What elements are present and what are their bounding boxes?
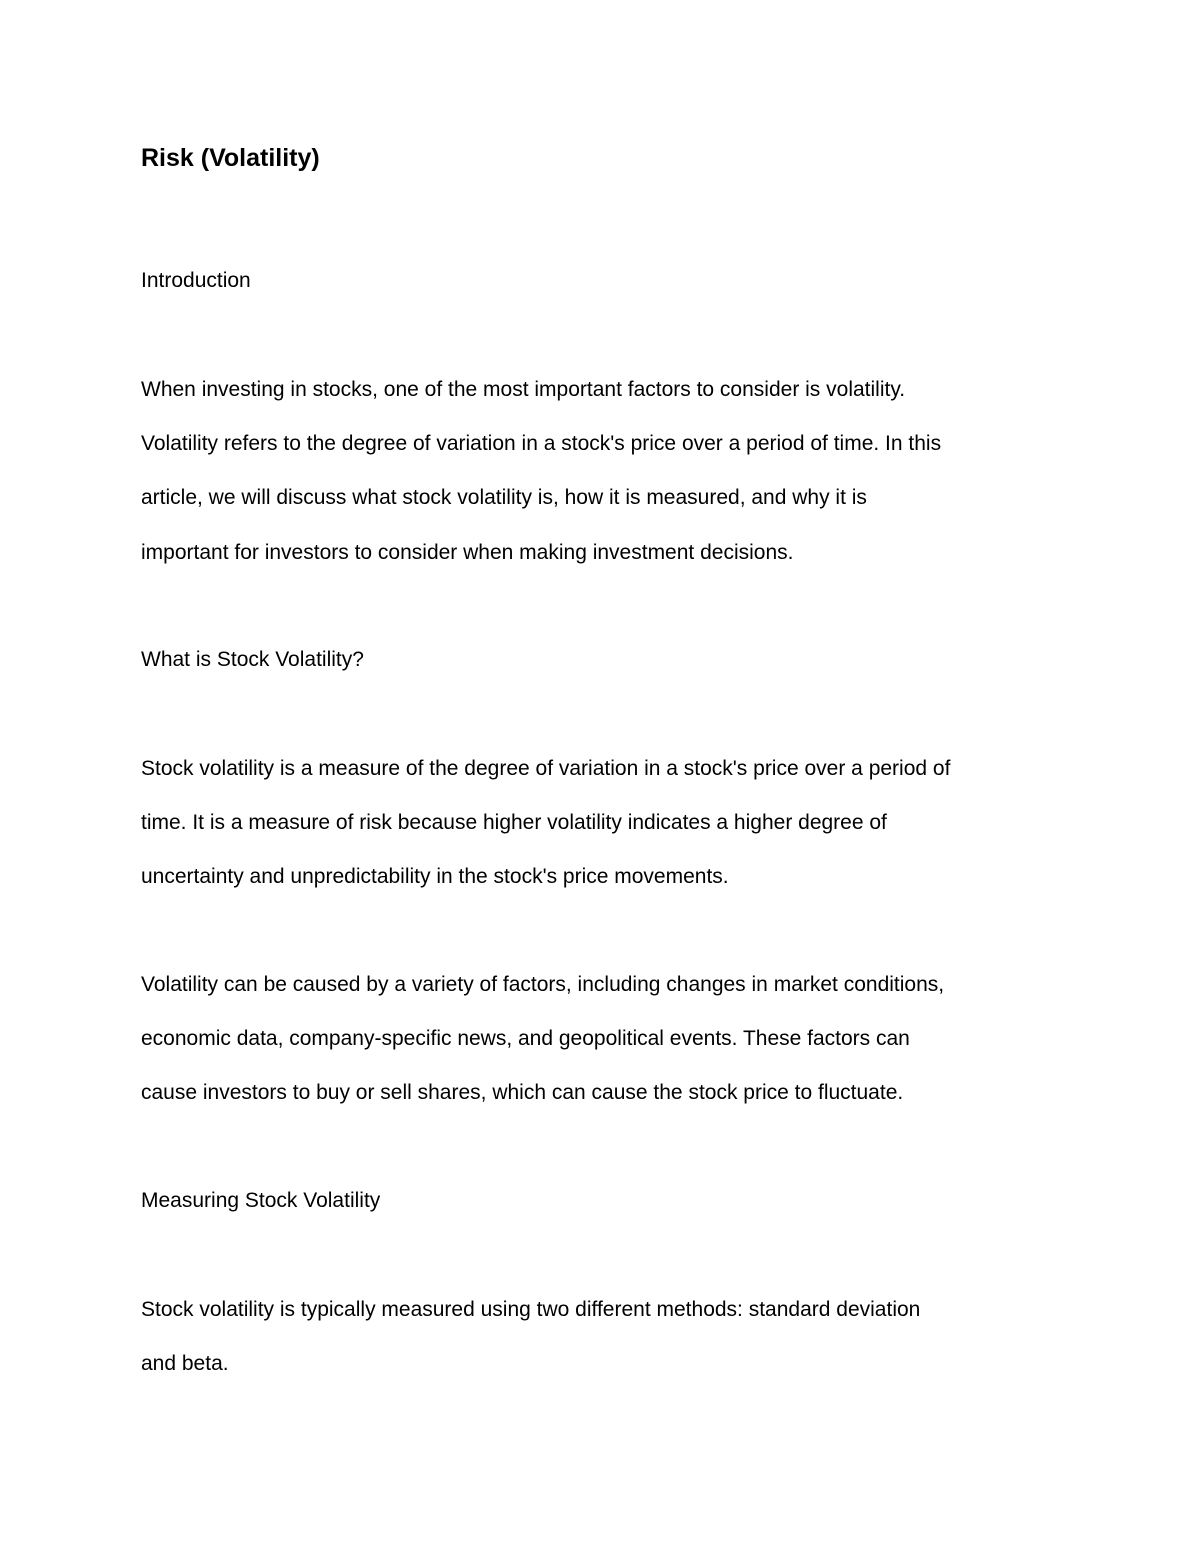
- section-heading-introduction: Introduction: [141, 269, 251, 292]
- paragraph-definition: [141, 742, 950, 905]
- paragraph-causes: [141, 958, 944, 1121]
- paragraph-line: cause investors to buy or sell shares, which can cause the stock price to fluctuate.: [141, 1081, 904, 1105]
- paragraph-line: time. It is a measure of risk because higher volatility indicates a higher degree of: [141, 811, 887, 835]
- document-title: Risk (Volatility): [141, 144, 320, 172]
- paragraph-line: uncertainty and unpredictability in the stock's price movements.: [141, 865, 729, 889]
- paragraph-measuring: [141, 1283, 920, 1391]
- paragraph-line: Stock volatility is typically measured using two different methods: standard deviation: [141, 1298, 921, 1321]
- paragraph-introduction: [141, 363, 941, 580]
- paragraph-line: Stock volatility is a measure of the degree of variation in a stock's price over a period of: [141, 757, 951, 780]
- paragraph-line: When investing in stocks, one of the most important factors to consider is volatility.: [141, 378, 906, 401]
- paragraph-line: Volatility refers to the degree of variation in a stock's price over a period of time. In this: [141, 432, 942, 456]
- paragraph-line: important for investors to consider when making investment decisions.: [141, 540, 794, 564]
- section-heading-measuring-stock-volatility: Measuring Stock Volatility: [141, 1189, 381, 1212]
- paragraph-line: and beta.: [141, 1352, 229, 1376]
- paragraph-line: Volatility can be caused by a variety of factors, including changes in market conditions,: [141, 973, 945, 996]
- paragraph-line: economic data, company-specific news, and geopolitical events. These factors can: [141, 1027, 910, 1051]
- paragraph-line: article, we will discuss what stock volatility is, how it is measured, and why it is: [141, 486, 867, 510]
- section-heading-what-is-stock-volatility: What is Stock Volatility?: [141, 648, 364, 671]
